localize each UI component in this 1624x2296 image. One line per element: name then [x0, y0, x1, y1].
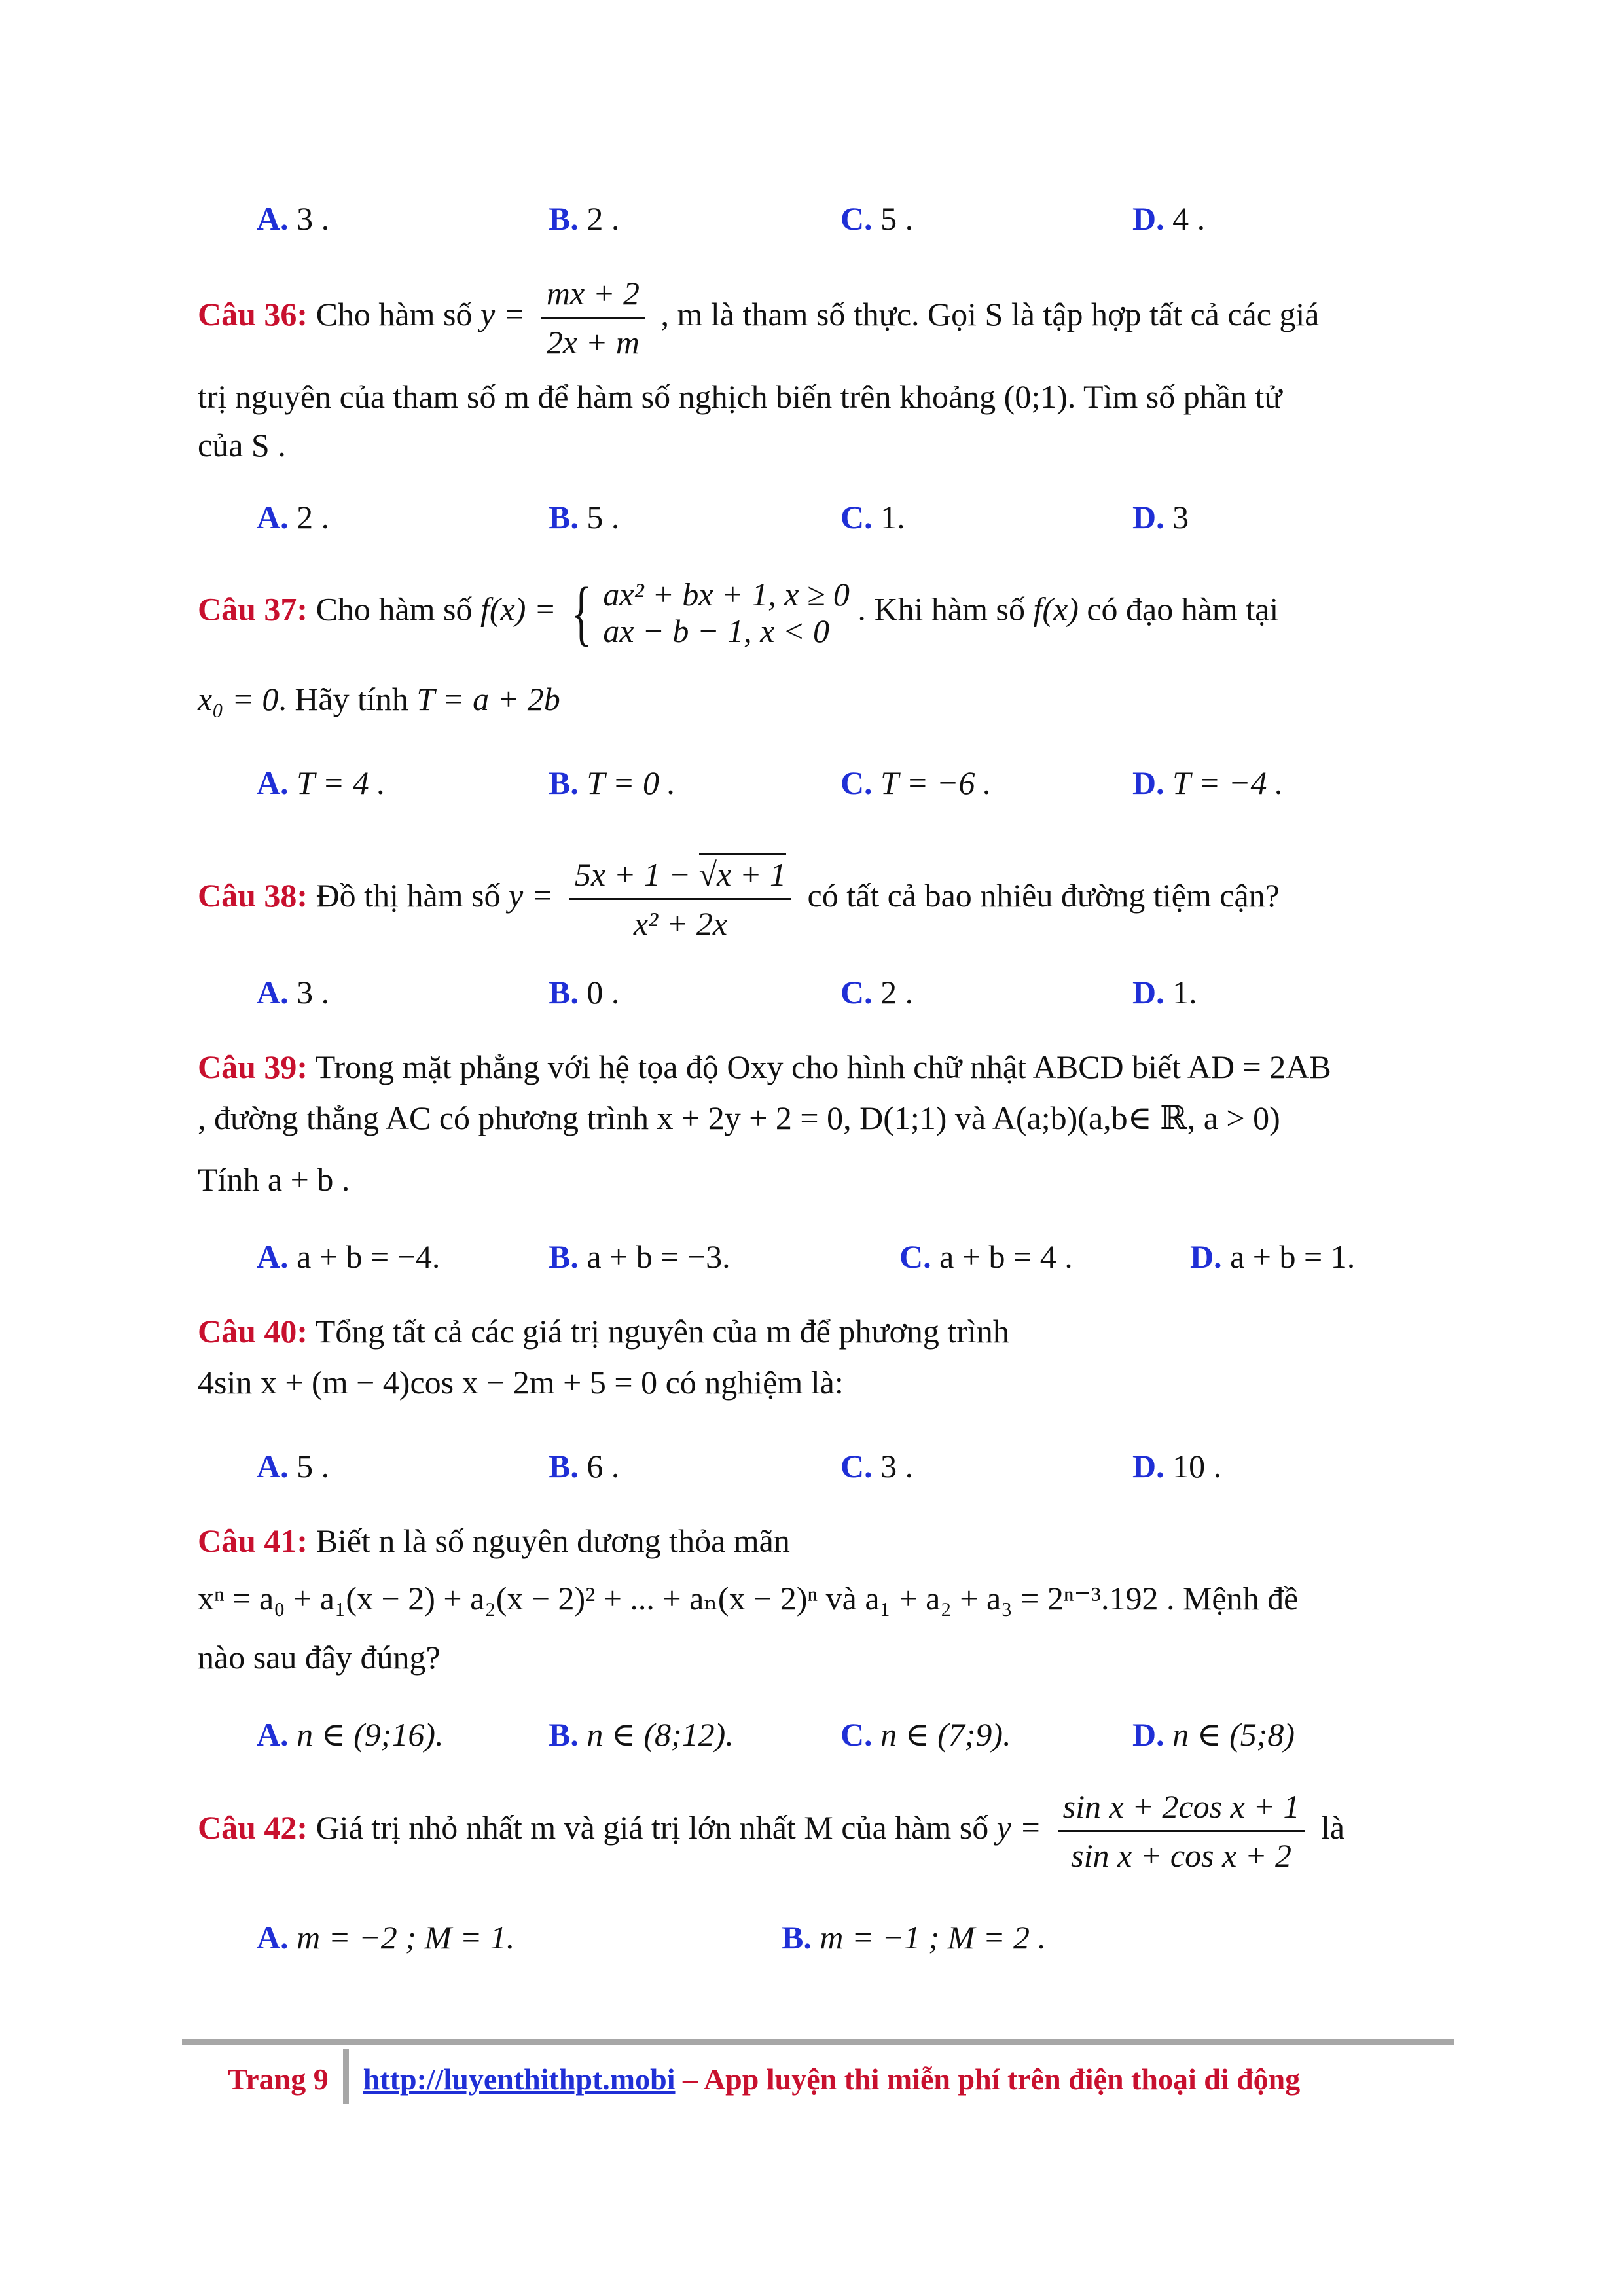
option-text: a + b = 1.	[1230, 1238, 1356, 1275]
q42-stem	[198, 1783, 1434, 1879]
q38-stem	[198, 851, 1434, 947]
option-text: 5 .	[880, 200, 914, 237]
question-text: Trong mặt phẳng với hệ tọa độ Oxy cho hình chữ nhật ABCD biết AD = 2AB	[315, 1049, 1331, 1085]
question-label: Câu 39:	[198, 1049, 308, 1085]
left-brace-icon: {	[571, 573, 592, 653]
q40-option-c: C. 3 .	[840, 1448, 914, 1484]
question-text: Cho hàm số	[316, 590, 473, 628]
fraction-numerator	[569, 851, 791, 900]
q39-stem-line3: Tính a + b .	[198, 1161, 350, 1198]
option-text: 6 .	[586, 1448, 620, 1484]
piecewise-cases	[603, 576, 850, 649]
q36-option-d: D. 3	[1132, 499, 1189, 535]
q39-stem-line1	[198, 1046, 1434, 1088]
q42-option-a: A. m = −2 ; M = 1.	[257, 1919, 515, 1956]
option-text: a + b = −4.	[297, 1238, 441, 1275]
option-text: 1.	[1172, 974, 1197, 1011]
option-text: T = −4 .	[1172, 764, 1284, 801]
q41-stem-line3: nào sau đây đúng?	[198, 1639, 441, 1676]
question-text: có tất cả bao nhiêu đường tiệm cận?	[807, 876, 1280, 914]
q35-option-b: B. 2 .	[549, 200, 620, 237]
q37-option-b: B. T = 0 .	[549, 764, 676, 801]
option-text: 0 .	[586, 974, 620, 1011]
q36-option-a: A. 2 .	[257, 499, 330, 535]
option-text: n ∈ (9;16).	[297, 1716, 444, 1753]
question-text: Đồ thị hàm số	[316, 876, 501, 914]
math-lhs: f(x) =	[480, 590, 556, 628]
option-text: a + b = 4 .	[939, 1238, 1073, 1275]
question-label: Câu 38:	[198, 876, 308, 914]
question-label: Câu 40:	[198, 1313, 308, 1350]
case-1: ax² + bx + 1, x ≥ 0	[603, 576, 850, 613]
option-text: 2 .	[297, 499, 330, 535]
question-label: Câu 41:	[198, 1522, 308, 1559]
fraction	[569, 851, 791, 947]
q40-stem-line2: 4sin x + (m − 4)cos x − 2m + 5 = 0 có nghiệm là:	[198, 1364, 844, 1401]
fraction-denominator: x² + 2x	[633, 905, 728, 942]
q41-option-a: A. n ∈ (9;16).	[257, 1716, 444, 1753]
q40-stem-line1	[198, 1310, 1434, 1352]
q38-option-b: B. 0 .	[549, 974, 620, 1011]
question-text: Tổng tất cả các giá trị nguyên của m để phương trình	[315, 1313, 1009, 1350]
q35-option-a: A. 3 .	[257, 200, 330, 237]
option-text: T = 4 .	[297, 764, 386, 801]
option-text: n ∈ (7;9).	[880, 1716, 1011, 1753]
page-footer	[228, 2049, 1300, 2104]
q38-option-c: C. 2 .	[840, 974, 914, 1011]
q37-stem-line2	[198, 678, 1434, 720]
question-text: , m là tham số thực. Gọi S là tập hợp tất cả các giá	[660, 295, 1320, 332]
option-text: m = −1 ; M = 2 .	[820, 1919, 1046, 1956]
fraction	[541, 270, 645, 366]
option-text: 3 .	[297, 974, 330, 1011]
option-text: 3	[1172, 499, 1189, 535]
option-text: a + b = −3.	[586, 1238, 731, 1275]
math-inline: T = a + 2b	[416, 681, 560, 717]
q38-option-d: D. 1.	[1132, 974, 1197, 1011]
question-label: Câu 36:	[198, 295, 308, 332]
question-text: Biết n là số nguyên dương thỏa mãn	[316, 1522, 790, 1559]
fraction-denominator: 2x + m	[546, 324, 640, 361]
question-label: Câu 42:	[198, 1808, 308, 1846]
q39-option-a: A. a + b = −4.	[257, 1238, 441, 1275]
q37-stem-line1	[198, 573, 1434, 653]
q37-option-d: D. T = −4 .	[1132, 764, 1284, 801]
q35-option-d: D. 4 .	[1132, 200, 1206, 237]
option-text: m = −2 ; M = 1.	[297, 1919, 515, 1956]
fraction-numerator: sin x + 2cos x + 1	[1058, 1783, 1305, 1832]
question-text: . Khi hàm số	[857, 590, 1025, 628]
question-label: Câu 37:	[198, 590, 308, 628]
math-inline: x₀ = 0	[198, 681, 279, 717]
option-text: 4 .	[1172, 200, 1206, 237]
footer-separator	[343, 2049, 349, 2104]
q41-option-d: D. n ∈ (5;8)	[1132, 1716, 1295, 1753]
footer-rule	[182, 2039, 1454, 2045]
q41-stem-line2: xⁿ = a₀ + a₁(x − 2) + a₂(x − 2)² + ... + aₙ(x − 2)ⁿ và a₁ + a₂ + a₃ = 2ⁿ⁻³.192 . Mệnh đề	[198, 1580, 1299, 1617]
q36-option-c: C. 1.	[840, 499, 905, 535]
option-text: T = −6 .	[880, 764, 992, 801]
fraction-numerator: mx + 2	[541, 270, 645, 319]
page-number: Trang 9	[228, 2062, 329, 2096]
numerator-part: 5x + 1 −	[574, 856, 699, 893]
option-text: 5 .	[586, 499, 620, 535]
q37-option-a: A. T = 4 .	[257, 764, 386, 801]
option-text: 2 .	[880, 974, 914, 1011]
q40-option-b: B. 6 .	[549, 1448, 620, 1484]
square-root: √x + 1	[699, 853, 786, 893]
q40-option-a: A. 5 .	[257, 1448, 330, 1484]
q36-option-b: B. 5 .	[549, 499, 620, 535]
math-lhs: y =	[509, 876, 554, 914]
question-text: Cho hàm số	[316, 295, 473, 332]
math-lhs: y =	[996, 1808, 1042, 1846]
q38-option-a: A. 3 .	[257, 974, 330, 1011]
question-text: có đạo hàm tại	[1087, 590, 1279, 628]
option-text: 3 .	[880, 1448, 914, 1484]
q39-option-b: B. a + b = −3.	[549, 1238, 731, 1275]
q36-stem-line3: của S .	[198, 427, 286, 463]
option-text: n ∈ (8;12).	[586, 1716, 734, 1753]
fraction-denominator: sin x + cos x + 2	[1071, 1837, 1292, 1874]
fraction	[1058, 1783, 1305, 1879]
q42-option-b: B. m = −1 ; M = 2 .	[782, 1919, 1046, 1956]
q37-option-c: C. T = −6 .	[840, 764, 992, 801]
q41-option-b: B. n ∈ (8;12).	[549, 1716, 734, 1753]
q39-option-c: C. a + b = 4 .	[899, 1238, 1073, 1275]
q41-option-c: C. n ∈ (7;9).	[840, 1716, 1011, 1753]
q39-stem-line2: , đường thẳng AC có phương trình x + 2y + 2 = 0, D(1;1) và A(a;b)(a,b∈ ℝ, a > 0)	[198, 1100, 1280, 1136]
case-2: ax − b − 1, x < 0	[603, 613, 830, 649]
q40-option-d: D. 10 .	[1132, 1448, 1222, 1484]
option-text: n ∈ (5;8)	[1172, 1716, 1295, 1753]
option-text: 10 .	[1172, 1448, 1222, 1484]
footer-tagline: – App luyện thi miễn phí trên điện thoại di động	[675, 2062, 1301, 2096]
footer-link[interactable]: http://luyenthithpt.mobi	[363, 2062, 676, 2096]
option-text: 3 .	[297, 200, 330, 237]
question-text: . Hãy tính	[278, 681, 408, 717]
option-text: 2 .	[586, 200, 620, 237]
q39-option-d: D. a + b = 1.	[1190, 1238, 1356, 1275]
q36-stem-line2: trị nguyên của tham số m để hàm số nghịch biến trên khoảng (0;1). Tìm số phần tử	[198, 378, 1282, 415]
option-text: T = 0 .	[586, 764, 676, 801]
q36-stem-line1	[198, 270, 1434, 366]
math-inline: f(x)	[1033, 590, 1079, 628]
question-text: là	[1321, 1808, 1345, 1846]
q41-stem-line1	[198, 1520, 1434, 1562]
q35-option-c: C. 5 .	[840, 200, 914, 237]
math-lhs: y =	[480, 295, 526, 332]
option-text: 5 .	[297, 1448, 330, 1484]
option-text: 1.	[880, 499, 905, 535]
question-text: Giá trị nhỏ nhất m và giá trị lớn nhất M của hàm số	[316, 1808, 989, 1846]
